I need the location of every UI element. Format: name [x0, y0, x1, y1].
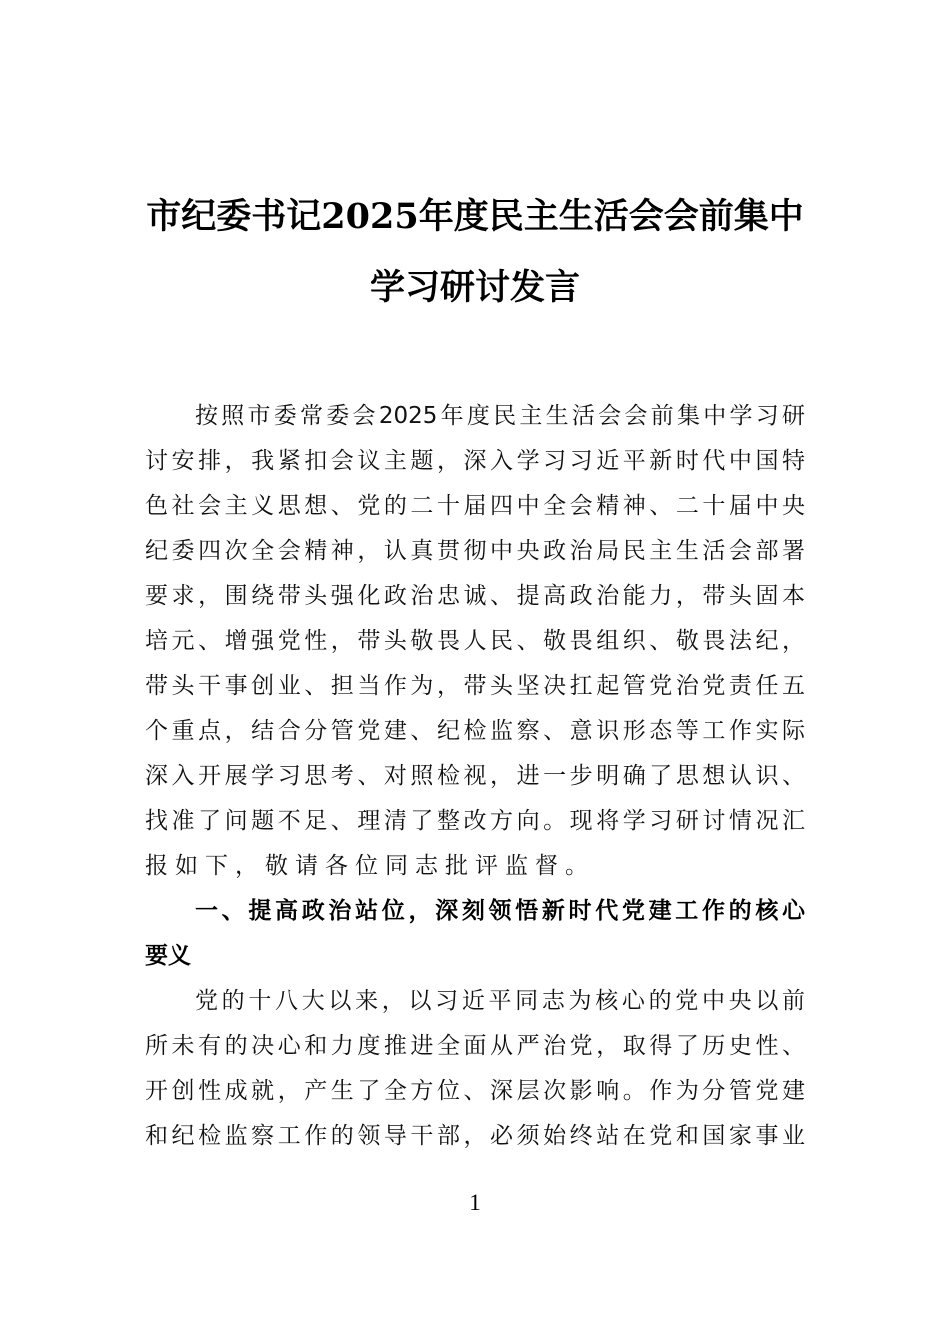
- text-line: 报如下，敬请各位同志批评监督。: [145, 853, 595, 879]
- text-line: 纪委四次全会精神，认真贯彻中央政治局民主生活会部署: [145, 538, 805, 564]
- text-line: 深入开展学习思考、对照检视，进一步明确了思想认识、: [145, 763, 805, 789]
- text-line: 所未有的决心和力度推进全面从严治党，取得了历史性、: [145, 1033, 805, 1059]
- text-line: 要求，围绕带头强化政治忠诚、提高政治能力，带头固本: [145, 583, 805, 609]
- text-line: 按照市委常委会2025年度民主生活会会前集中学习研: [195, 403, 805, 429]
- text-line: 个重点，结合分管党建、纪检监察、意识形态等工作实际: [145, 718, 805, 744]
- text-line: 和纪检监察工作的领导干部，必须始终站在党和国家事业: [145, 1123, 805, 1149]
- text-line: 找准了问题不足、理清了整改方向。现将学习研讨情况汇: [145, 808, 805, 834]
- heading-line: 一、提高政治站位，深刻领悟新时代党建工作的核心: [195, 898, 805, 924]
- heading-line: 要义: [145, 943, 191, 969]
- text-line: 培元、增强党性，带头敬畏人民、敬畏组织、敬畏法纪，: [145, 628, 805, 654]
- text-line: 带头干事创业、担当作为，带头坚决扛起管党治党责任五: [145, 673, 805, 699]
- text-line: 色社会主义思想、党的二十届四中全会精神、二十届中央: [145, 493, 805, 519]
- document-title-line-1: 市纪委书记2025年度民主生活会会前集中: [146, 196, 804, 237]
- text-line: 开创性成就，产生了全方位、深层次影响。作为分管党建: [145, 1078, 805, 1104]
- document-title-line-2: 学习研讨发言: [369, 267, 580, 308]
- text-line: 党的十八大以来，以习近平同志为核心的党中央以前: [195, 988, 805, 1014]
- page-number: 1: [469, 1190, 481, 1215]
- text-line: 讨安排，我紧扣会议主题，深入学习习近平新时代中国特: [145, 448, 805, 474]
